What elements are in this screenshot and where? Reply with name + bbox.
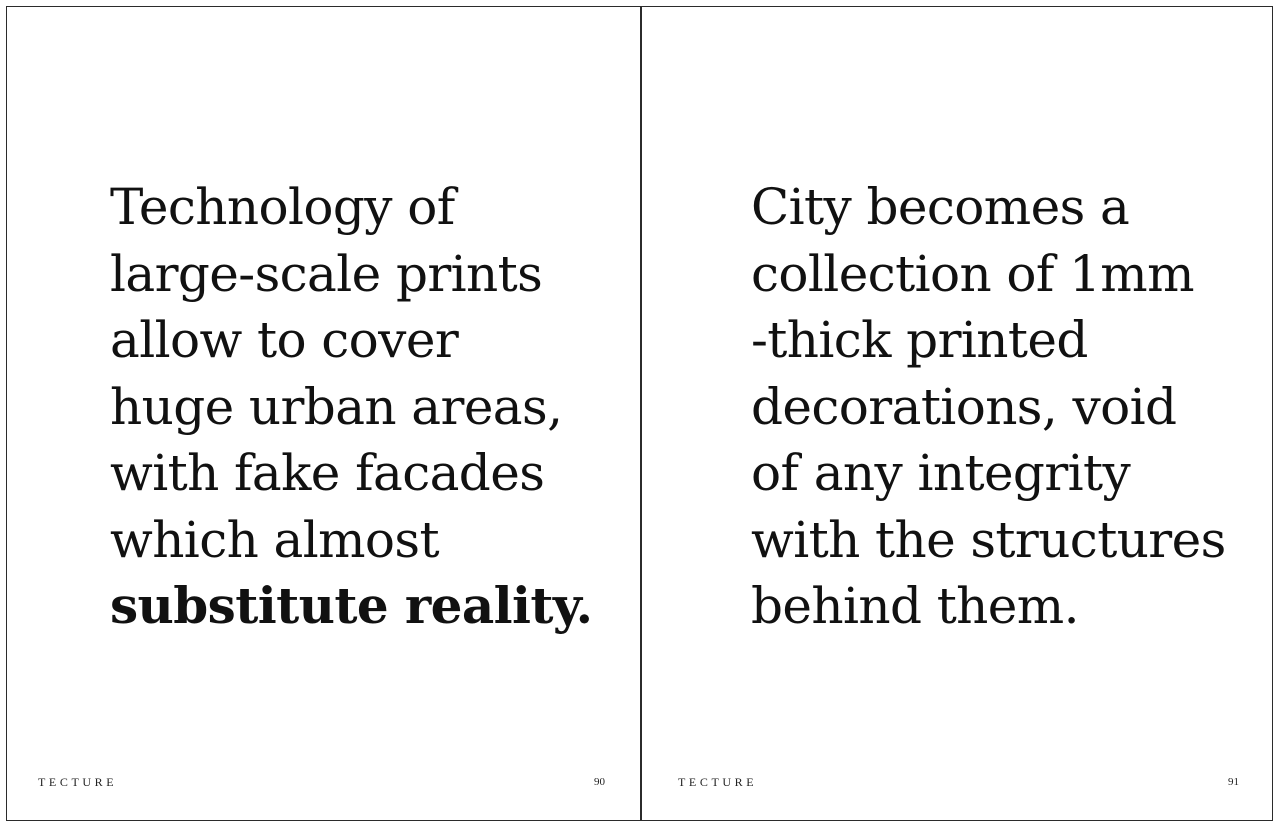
quote-line: decorations, void [751, 377, 1177, 436]
quote-line: City becomes a [751, 178, 1130, 236]
quote-line: -thick printed [751, 311, 1088, 369]
quote-emphasis-line: substitute reality. [110, 576, 593, 635]
quote-line: huge urban areas, [110, 377, 563, 436]
quote-line: with fake facades [110, 444, 545, 502]
running-footer-brand: TECTURE [38, 775, 118, 789]
left-page-quote [110, 174, 592, 640]
quote-line: with the structures [751, 510, 1226, 569]
quote-line: large-scale prints [110, 244, 543, 303]
quote-line: collection of 1mm [751, 244, 1194, 303]
right-page-quote [751, 174, 1226, 640]
book-spread [6, 6, 1273, 821]
page-number: 91 [1228, 776, 1239, 788]
quote-line: Technology of [110, 178, 455, 236]
right-page [641, 7, 1272, 820]
quote-line: which almost [110, 510, 439, 569]
page-number: 90 [594, 776, 605, 788]
quote-line: allow to cover [110, 311, 459, 369]
running-footer-brand: TECTURE [678, 775, 758, 789]
quote-line: of any integrity [751, 444, 1131, 502]
quote-line: behind them. [751, 577, 1079, 635]
left-page [7, 7, 640, 820]
